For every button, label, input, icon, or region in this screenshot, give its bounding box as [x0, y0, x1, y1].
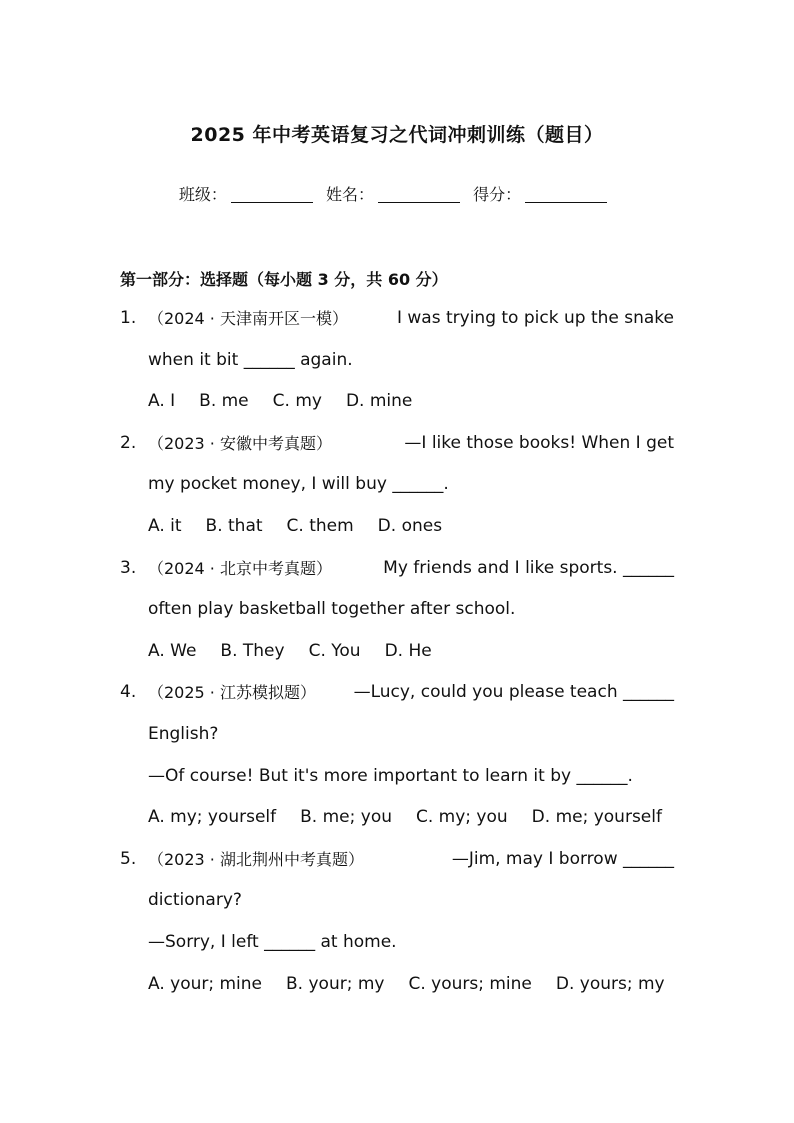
question-text: I was trying to pick up the snake — [396, 308, 674, 328]
question-text: —Lucy, could you please teach ______ — [353, 682, 674, 703]
question-continuation: —Of course! But it's more important to learn it by ______. — [148, 765, 633, 786]
option-d: D. me; yourself — [531, 807, 662, 828]
option-b: B. me; you — [300, 807, 392, 828]
option-a: A. your; mine — [148, 973, 263, 994]
question — [0, 423, 794, 548]
question-text: —Jim, may I borrow ______ — [451, 848, 674, 869]
student-info-line — [0, 182, 794, 205]
question-continuation: English? — [148, 723, 219, 744]
option-d: D. ones — [377, 515, 443, 536]
question — [0, 298, 794, 423]
name-label: 姓名： — [325, 185, 374, 204]
score-label: 得分： — [473, 185, 522, 204]
section-title: 第一部分：选择题（每小题 3 分，共 60 分） — [120, 270, 448, 289]
question-source: （2025 · 江苏模拟题） — [148, 683, 316, 703]
question-continuation: often play basketball together after school. — [148, 599, 516, 620]
question-line — [0, 423, 794, 465]
page-title: 2025 年中考英语复习之代词冲刺训练（题目） — [190, 124, 604, 146]
answer-options — [148, 964, 689, 1006]
class-label: 班级： — [178, 185, 227, 204]
score-blank — [525, 202, 607, 203]
question — [0, 548, 794, 673]
class-blank — [231, 202, 313, 203]
question-line — [0, 839, 794, 881]
option-a: A. my; yourself — [148, 807, 277, 828]
answer-options — [148, 797, 686, 839]
option-c: C. my; you — [416, 807, 508, 828]
question-line — [0, 548, 794, 590]
option-b: B. me — [199, 391, 249, 412]
answer-options — [148, 381, 436, 423]
answer-options — [148, 631, 456, 673]
option-c: C. my — [272, 391, 322, 412]
option-a: A. it — [148, 515, 182, 536]
question-number: 5. — [120, 848, 137, 869]
question-text: —I like those books! When I get — [404, 432, 674, 453]
option-b: B. that — [205, 515, 263, 536]
option-d: D. mine — [345, 391, 413, 412]
option-a: A. We — [148, 640, 197, 661]
name-blank — [378, 202, 460, 203]
answer-options — [148, 506, 466, 548]
question-continuation: —Sorry, I left ______ at home. — [148, 931, 397, 952]
option-c: C. them — [286, 515, 354, 536]
question-continuation: my pocket money, I will buy ______. — [148, 474, 449, 495]
option-d: D. He — [384, 640, 432, 661]
option-b: B. They — [220, 640, 285, 661]
option-c: C. You — [308, 640, 361, 661]
question-line — [0, 298, 794, 340]
question-source: （2024 · 天津南开区一模） — [148, 309, 348, 328]
question-continuation: dictionary? — [148, 890, 242, 911]
question-source: （2024 · 北京中考真题） — [148, 558, 332, 578]
question-continuation: when it bit ______ again. — [148, 349, 353, 370]
question-source: （2023 · 安徽中考真题） — [148, 433, 332, 453]
question-number: 2. — [120, 432, 137, 453]
question-text: My friends and I like sports. ______ — [383, 557, 674, 578]
question-line — [0, 672, 794, 714]
option-a: A. I — [148, 391, 176, 412]
question — [0, 839, 794, 1005]
option-d: D. yours; my — [555, 973, 665, 994]
question-list — [0, 298, 794, 1005]
question-number: 1. — [120, 308, 137, 328]
option-c: C. yours; mine — [408, 973, 532, 994]
question-number: 3. — [120, 557, 137, 578]
question-source: （2023 · 湖北荆州中考真题） — [148, 849, 364, 869]
question-number: 4. — [120, 682, 137, 703]
question — [0, 672, 794, 838]
option-b: B. your; my — [286, 973, 385, 994]
